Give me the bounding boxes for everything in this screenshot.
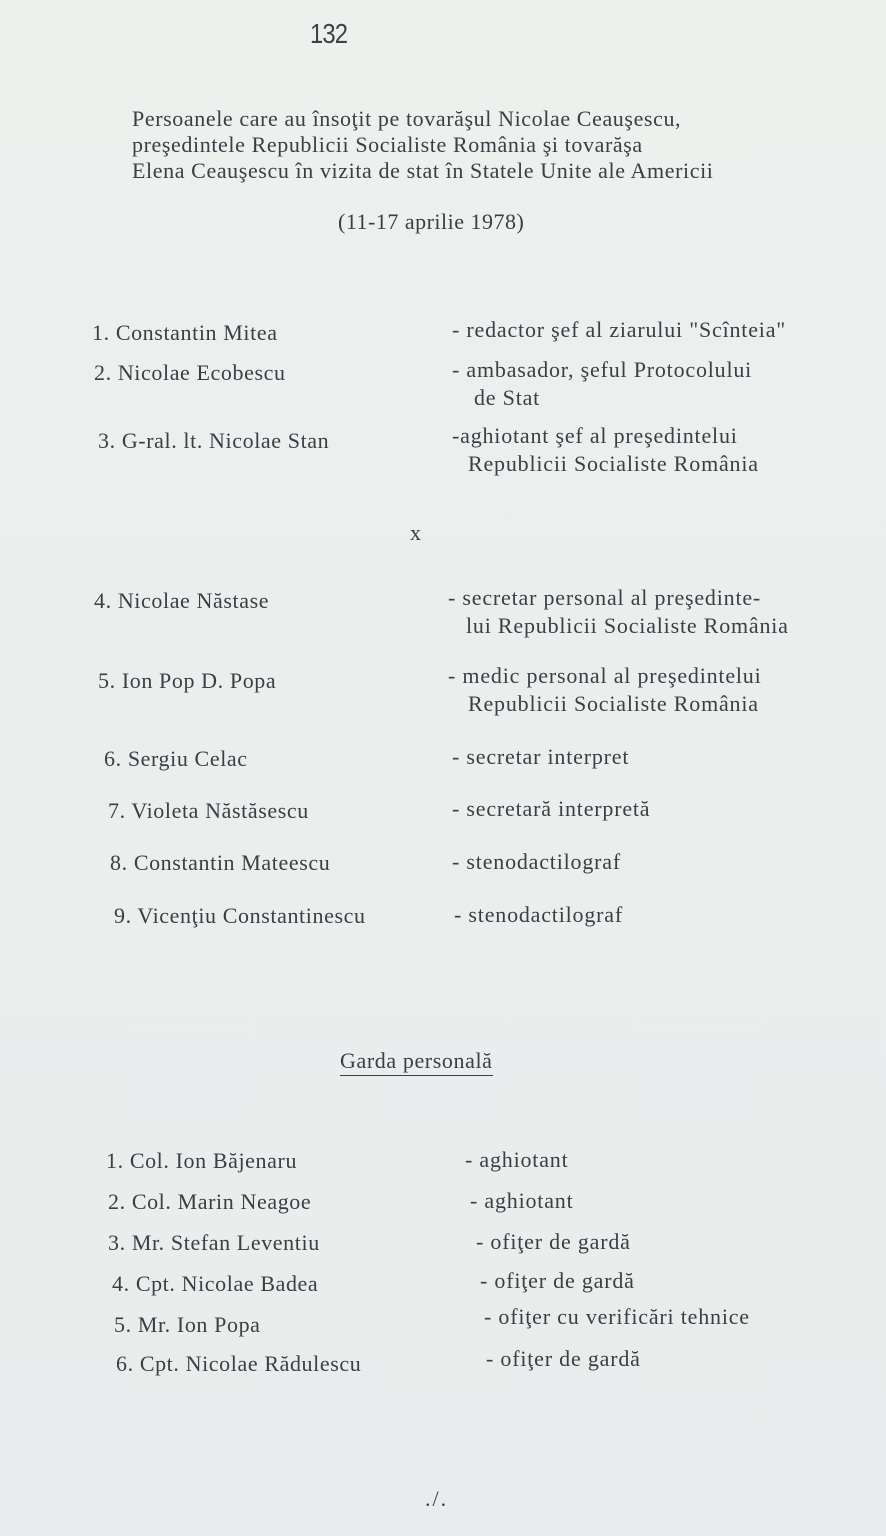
role-line: lui Republicii Socialiste România xyxy=(466,613,789,638)
guard-role-4: - ofiţer de gardă xyxy=(480,1268,635,1293)
item-number: 8. xyxy=(110,850,128,875)
staff-item-8 xyxy=(110,850,330,876)
person-name: Nicolae Badea xyxy=(181,1271,319,1296)
section-separator: x xyxy=(410,520,421,545)
role-line: de Stat xyxy=(474,385,541,410)
guard-role-1: - aghiotant xyxy=(465,1147,569,1172)
guard-role-2: - aghiotant xyxy=(470,1188,574,1213)
rank: Cpt. xyxy=(135,1271,176,1296)
guard-section-title: Garda personală xyxy=(340,1048,493,1076)
role-line: - secretară interpretă xyxy=(452,796,651,821)
guard-item-6 xyxy=(116,1351,361,1377)
heading-line-1: Persoanele care au însoţit pe tovarăşul Nicolae Ceauşescu, xyxy=(132,106,682,131)
staff-role-6 xyxy=(452,743,629,771)
page-number: 132 xyxy=(310,18,348,49)
heading-line-3: Elena Ceauşescu în vizita de stat în Statele Unite ale Americii xyxy=(132,158,714,183)
guard-item-1 xyxy=(106,1148,297,1174)
staff-item-6 xyxy=(104,746,248,772)
person-name: Nicolae Ecobescu xyxy=(117,360,286,385)
role-line: - medic personal al preşedintelui xyxy=(448,663,762,688)
person-name: Sergiu Celac xyxy=(127,746,248,771)
item-number: 3. xyxy=(98,428,116,453)
role-line: - redactor şef al ziarului "Scînteia" xyxy=(452,317,787,342)
staff-role-9 xyxy=(454,901,623,929)
rank: Col. xyxy=(129,1148,170,1173)
item-number: 6. xyxy=(116,1351,134,1376)
rank: Mr. xyxy=(137,1312,171,1337)
person-name: Ion Popa xyxy=(176,1312,261,1337)
person-name: Vicenţiu Constantinescu xyxy=(137,903,366,928)
continuation-mark: ./. xyxy=(425,1486,449,1511)
delegation-item-3 xyxy=(98,428,329,454)
staff-role-8 xyxy=(452,848,621,876)
role-line: - secretar interpret xyxy=(452,744,630,769)
person-name: G-ral. lt. Nicolae Stan xyxy=(121,428,330,453)
item-number: 4. xyxy=(112,1271,130,1296)
person-name: Nicolae Năstase xyxy=(117,588,270,613)
person-name: Ion Pop D. Popa xyxy=(121,668,277,693)
guard-role-3: - ofiţer de gardă xyxy=(476,1229,631,1254)
item-number: 2. xyxy=(108,1189,126,1214)
heading-line-2: preşedintele Republicii Socialiste România şi tovarăşa xyxy=(132,132,643,157)
person-name: Ion Băjenaru xyxy=(175,1148,298,1173)
item-number: 5. xyxy=(98,668,116,693)
rank: Col. xyxy=(131,1189,172,1214)
document-heading xyxy=(132,106,877,184)
guard-item-2 xyxy=(108,1189,311,1215)
item-number: 1. xyxy=(106,1148,124,1173)
guard-item-3 xyxy=(108,1230,320,1256)
staff-item-7 xyxy=(108,798,309,824)
item-number: 3. xyxy=(108,1230,126,1255)
guard-role-5: - ofiţer cu verificări tehnice xyxy=(484,1304,750,1329)
staff-item-9 xyxy=(114,903,366,929)
role-line: Republicii Socialiste România xyxy=(468,451,759,476)
staff-item-4 xyxy=(94,588,269,614)
person-name: Violeta Năstăsescu xyxy=(131,798,309,823)
person-name: Constantin Mitea xyxy=(115,320,278,345)
item-number: 2. xyxy=(94,360,112,385)
person-name: Nicolae Rădulescu xyxy=(185,1351,362,1376)
item-number: 1. xyxy=(92,320,110,345)
item-number: 6. xyxy=(104,746,122,771)
role-line: -aghiotant şef al preşedintelui xyxy=(452,423,738,448)
person-name: Marin Neagoe xyxy=(177,1189,312,1214)
item-number: 5. xyxy=(114,1312,132,1337)
guard-item-4 xyxy=(112,1271,318,1297)
delegation-item-1 xyxy=(92,320,278,346)
rank: Mr. xyxy=(131,1230,165,1255)
item-number: 9. xyxy=(114,903,132,928)
role-line: Republicii Socialiste România xyxy=(468,691,759,716)
staff-role-5 xyxy=(448,662,762,718)
delegation-role-3 xyxy=(452,422,759,478)
staff-role-7 xyxy=(452,795,650,823)
delegation-item-2 xyxy=(94,360,286,386)
staff-item-5 xyxy=(98,668,276,694)
rank: Cpt. xyxy=(139,1351,180,1376)
item-number: 4. xyxy=(94,588,112,613)
person-name: Constantin Mateescu xyxy=(133,850,331,875)
guard-role-6: - ofiţer de gardă xyxy=(486,1346,641,1371)
item-number: 7. xyxy=(108,798,126,823)
delegation-role-1 xyxy=(452,316,786,344)
role-line: - stenodactilograf xyxy=(452,849,621,874)
role-line: - stenodactilograf xyxy=(454,902,623,927)
delegation-role-2 xyxy=(452,356,752,412)
person-name: Stefan Leventiu xyxy=(170,1230,320,1255)
date-range: (11-17 aprilie 1978) xyxy=(338,209,525,234)
guard-item-5 xyxy=(114,1312,261,1338)
staff-role-4 xyxy=(448,584,789,640)
role-line: - secretar personal al preşedinte- xyxy=(448,585,762,610)
role-line: - ambasador, şeful Protocolului xyxy=(452,357,753,382)
